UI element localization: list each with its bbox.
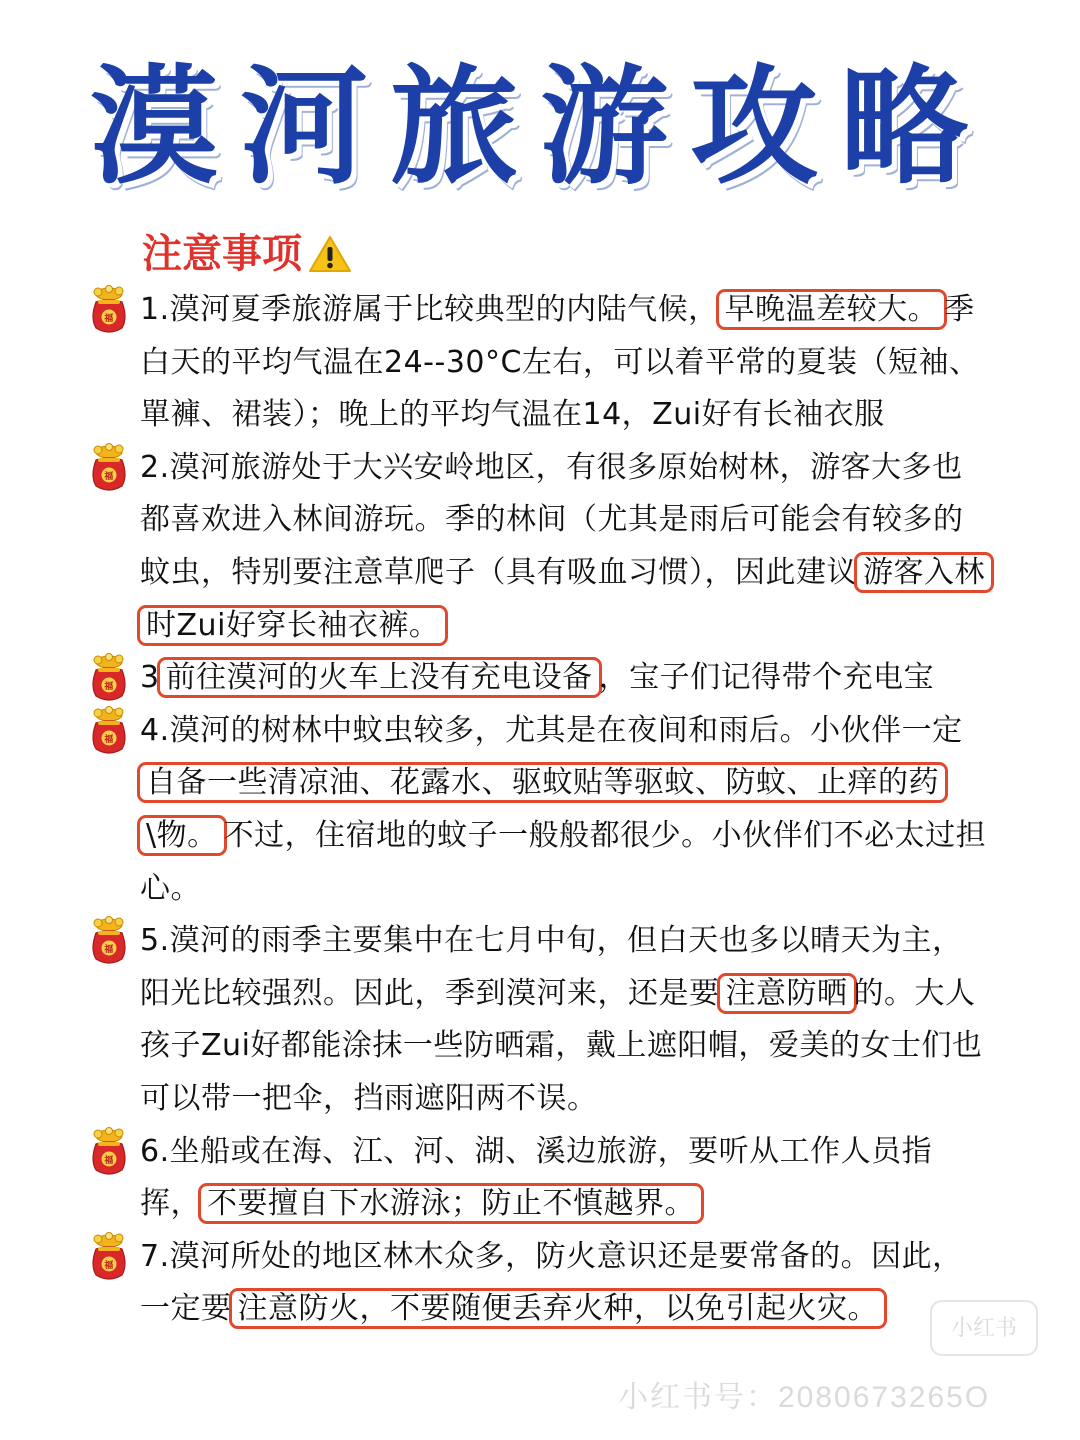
note-text: 7.漠河所处的地区林木众多，防火意识还是要常备的。因此，一定要 [140,1238,963,1327]
lucky-bag-icon [86,1126,132,1176]
note-item [104,1126,990,1231]
highlight-box: 早晚温差较大。 [716,289,948,330]
note-text: 1.漠河夏季旅游属于比较典型的内陆气候， [140,292,719,327]
lucky-bag-icon [86,442,132,492]
note-item [104,1231,990,1336]
note-text: ，宝子们记得带个充电宝 [598,660,935,696]
note-text: 3 [140,660,160,696]
note-text: 2.漠河旅游处于大兴安岭地区，有很多原始树林，游客大多也都喜欢进入林间游玩。季的林间（尤其是雨后可能会有较多的蚊虫，特别要注意草爬子（具有吸血习惯），因此建议 [140,449,964,590]
highlight-box: 自备一些清凉油、花露水、驱蚊贴等驱蚊、防蚊、止痒的药\物。 [137,762,948,856]
svg-text:福: 福 [104,734,114,745]
note-text: 的。大人孩子Zui好都能涂抹一些防晒霜，戴上遮阳帽，爱美的女士们也可以带一把伞，挡雨遮阳两不误。 [140,975,983,1116]
section-heading [142,226,352,282]
note-item [104,915,990,1125]
note-item [104,652,990,705]
note-text: 5.漠河的雨季主要集中在七月中旬，但白天也多以晴天为主，阳光比较强烈。因此，季到漠河来，还是要 [140,923,963,1011]
svg-text:福: 福 [104,1155,114,1166]
note-item [104,705,990,915]
highlight-box: 注意防晒 [717,973,857,1014]
notes-list [104,284,990,1336]
lucky-bag-icon [86,1231,132,1281]
highlight-box: 不要擅自下水游泳；防止不慎越界。 [198,1183,704,1224]
page-title: 漠河旅游攻略 [89,52,990,202]
note-text: 6.坐船或在海、江、河、湖、溪边旅游，要听从工作人员指挥， [140,1133,933,1222]
highlight-box: 注意防火，不要随便丢弃火种，以免引起火灾。 [229,1288,888,1329]
svg-text:福: 福 [104,1260,114,1271]
highlight-box: 前往漠河的火车上没有充电设备 [157,657,602,698]
section-heading-text: 注意事项 [142,231,302,277]
svg-text:福: 福 [104,314,114,324]
note-text: 4.漠河的树林中蚊虫较多，尤其是在夜间和雨后。小伙伴一定 [140,712,963,748]
lucky-bag-icon [86,915,132,965]
note-item [104,442,990,652]
svg-text:福: 福 [104,471,114,482]
watermark-badge: 小红书 [930,1300,1038,1356]
note-text: 不过，住宿地的蚊子一般般都很少。小伙伴们不必太过担心。 [140,817,987,906]
watermark: 小红书号：2080673265O [618,1381,991,1414]
svg-text:福: 福 [104,682,114,693]
lucky-bag-icon [86,705,132,755]
note-item [104,284,990,442]
lucky-bag-icon [86,652,132,702]
lucky-bag-icon [86,284,132,334]
note-text: 季白天的平均气温在24--30°C左右，可以着平常的夏装（短袖、單褲、裙装）；晚上的平均气温在14，Zui好有长袖衣服 [140,292,980,433]
svg-text:福: 福 [104,945,114,956]
highlight-box: 游客入林时Zui好穿长袖衣裤。 [137,552,994,646]
warning-icon [308,234,352,274]
